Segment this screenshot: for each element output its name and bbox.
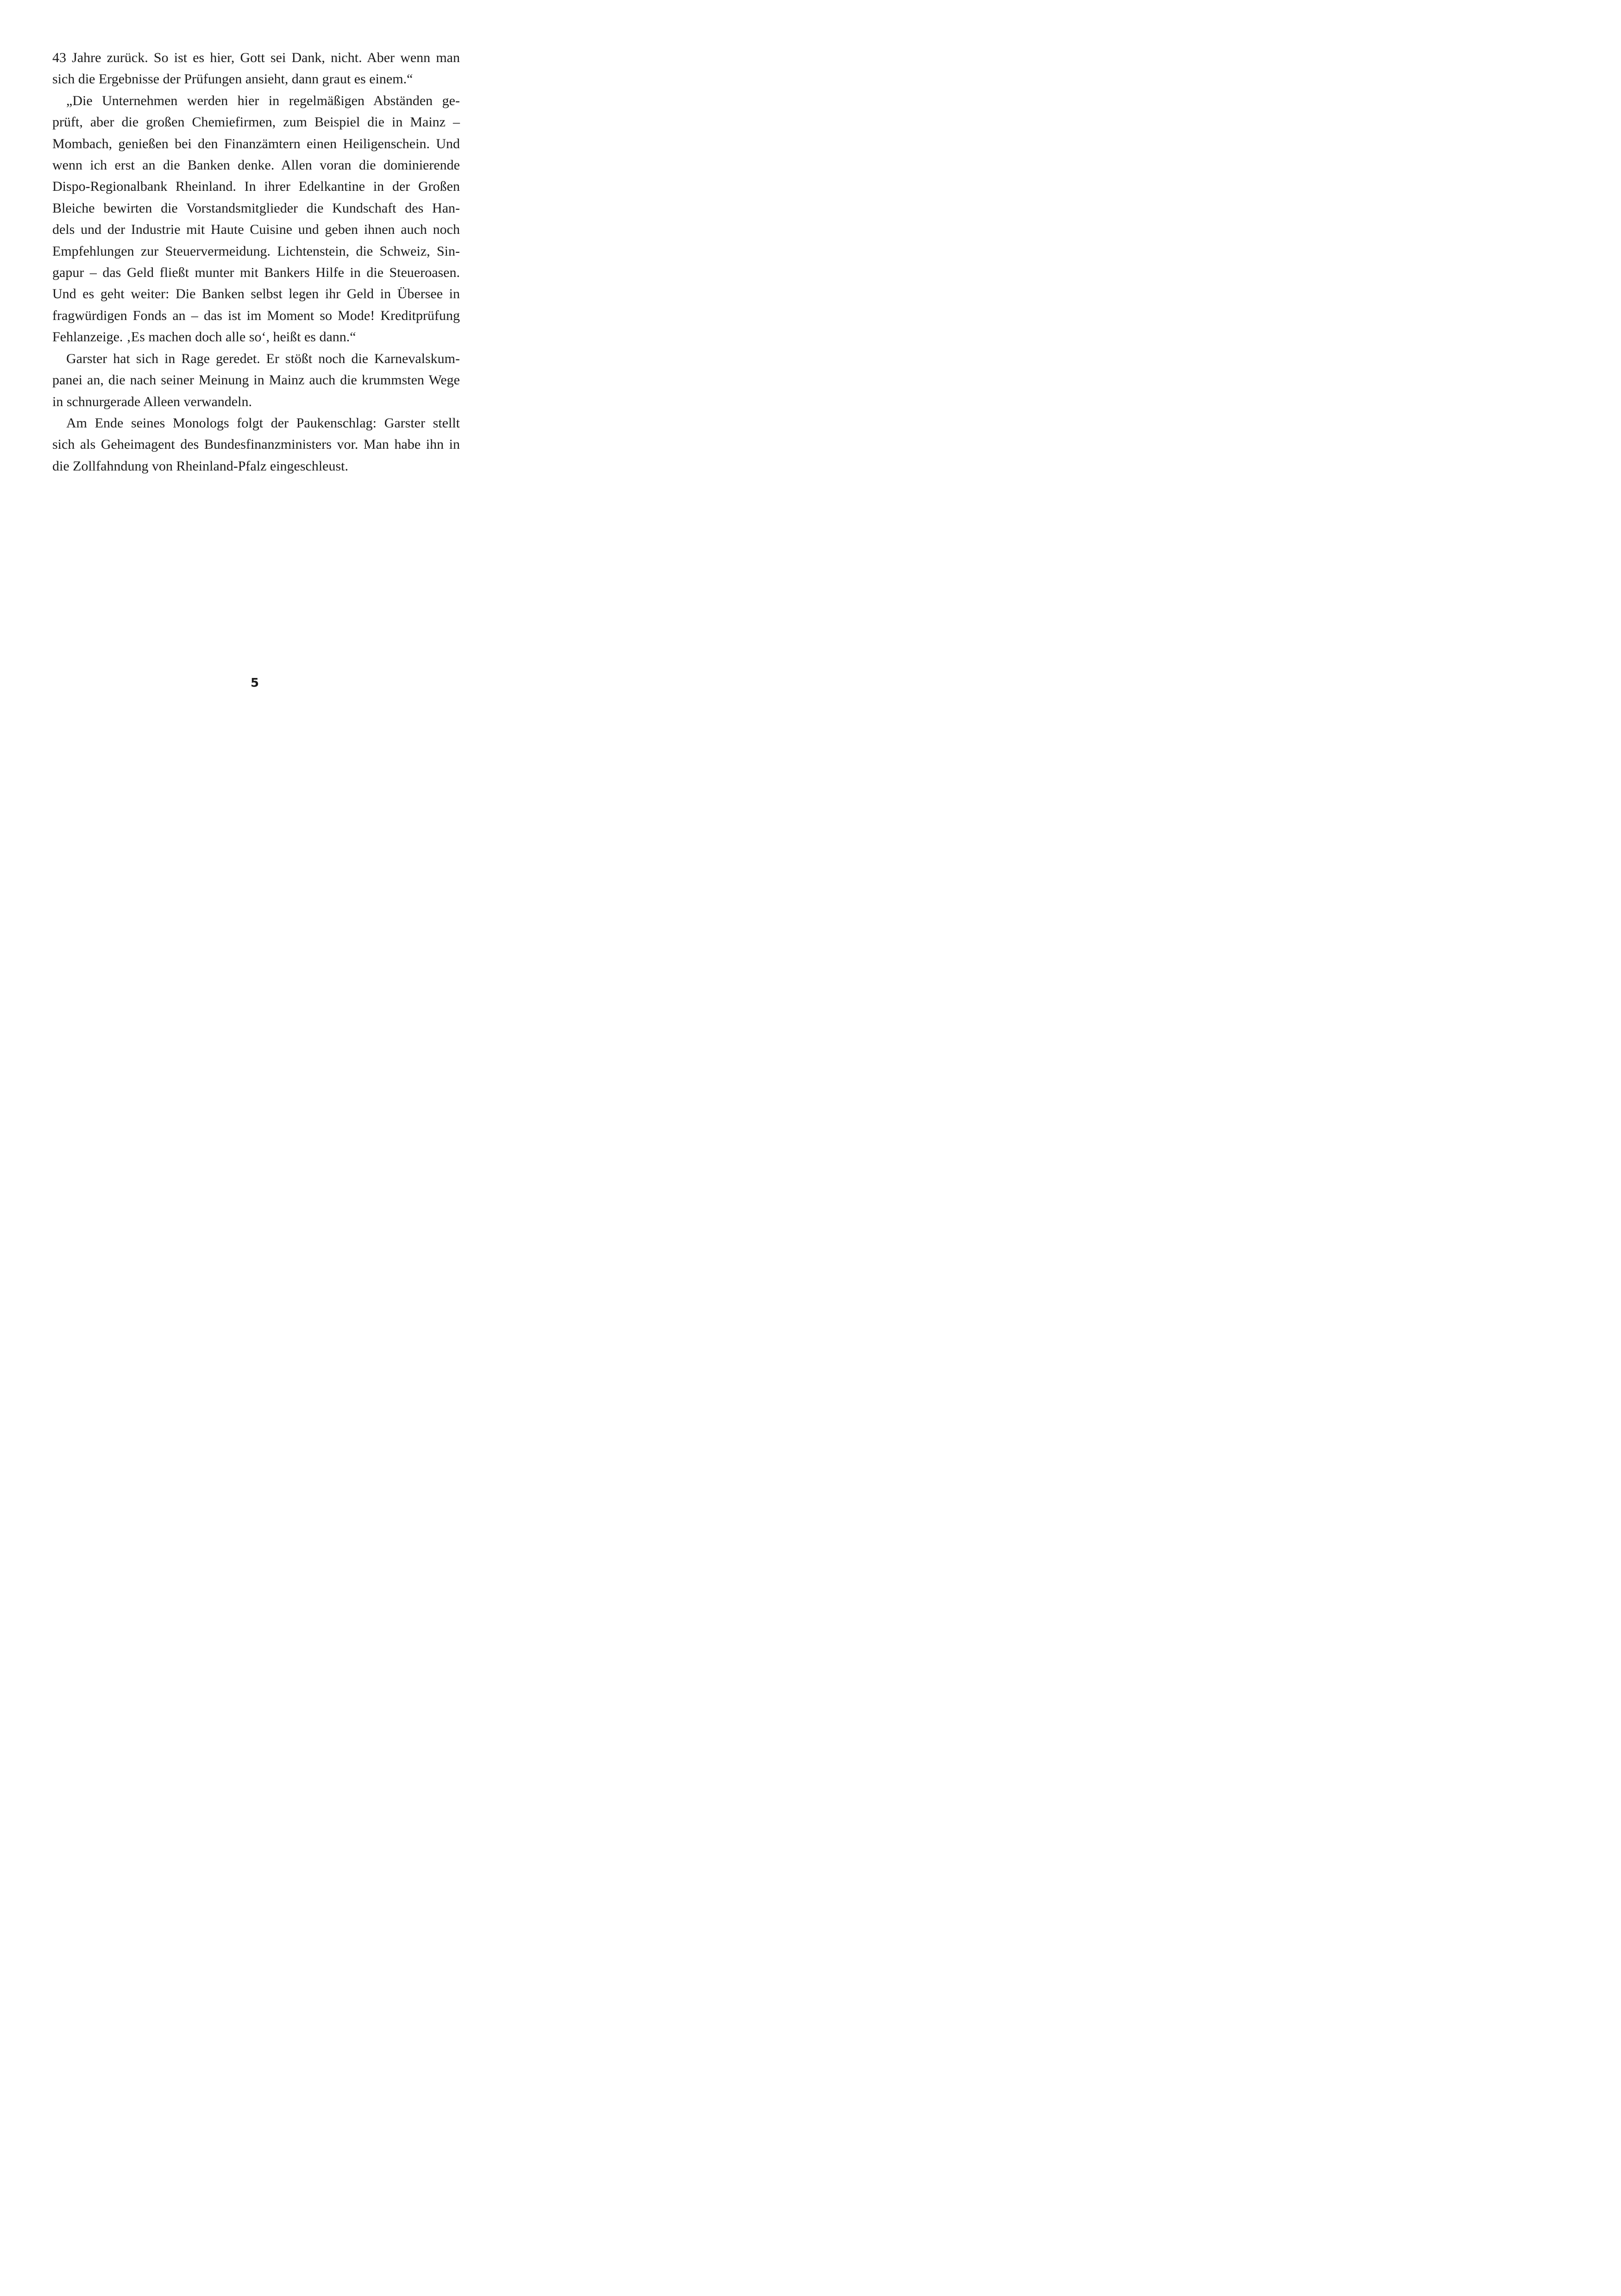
- text-line: sich die Ergebnisse der Prüfungen ansieht, dann graut es einem.“: [52, 71, 413, 87]
- paragraph-3: [52, 348, 460, 413]
- text-line: in schnurgerade Alleen verwandeln.: [52, 394, 252, 409]
- text-line: Mombach, genießen bei den Finanzämtern einen Heiligenschein. Und: [52, 136, 460, 151]
- text-line: die Zollfahndung von Rheinland-Pfalz eingeschleust.: [52, 458, 349, 474]
- text-line: 43 Jahre zurück. So ist es hier, Gott sei Dank, nicht. Aber wenn man: [52, 50, 460, 65]
- page-number: 5: [250, 676, 259, 690]
- text-line: Dispo-Regionalbank Rheinland. In ihrer Edelkantine in der Großen: [52, 179, 460, 194]
- text-line: Garster hat sich in Rage geredet. Er stößt noch die Karnevalskum-: [66, 351, 460, 366]
- text-line: sich als Geheimagent des Bundesfinanzministers vor. Man habe ihn in: [52, 437, 460, 452]
- text-line: Am Ende seines Monologs folgt der Paukenschlag: Garster stellt: [66, 415, 460, 431]
- text-line: prüft, aber die großen Chemiefirmen, zum Beispiel die in Mainz –: [52, 114, 460, 130]
- body-text: [52, 47, 460, 477]
- text-line: Und es geht weiter: Die Banken selbst legen ihr Geld in Übersee in: [52, 286, 460, 302]
- paragraph-2: [52, 90, 460, 348]
- text-line: „Die Unternehmen werden hier in regelmäßigen Abständen ge-: [66, 93, 460, 108]
- text-line: fragwürdigen Fonds an – das ist im Moment so Mode! Kreditprüfung: [52, 307, 460, 323]
- text-line: Empfehlungen zur Steuervermeidung. Lichtenstein, die Schweiz, Sin-: [52, 243, 460, 259]
- paragraph-1: [52, 47, 460, 90]
- text-line: gapur – das Geld fließt munter mit Bankers Hilfe in die Steueroasen.: [52, 265, 460, 281]
- book-page: [0, 0, 509, 721]
- text-line: Fehlanzeige. ‚Es machen doch alle so‘, heißt es dann.“: [52, 329, 356, 345]
- text-line: panei an, die nach seiner Meinung in Mainz auch die krummsten Wege: [52, 372, 460, 388]
- paragraph-4: [52, 413, 460, 477]
- text-line: Bleiche bewirten die Vorstandsmitglieder die Kundschaft des Han-: [52, 200, 460, 216]
- text-line: dels und der Industrie mit Haute Cuisine und geben ihnen auch noch: [52, 222, 460, 238]
- text-line: wenn ich erst an die Banken denke. Allen voran die dominierende: [52, 157, 460, 173]
